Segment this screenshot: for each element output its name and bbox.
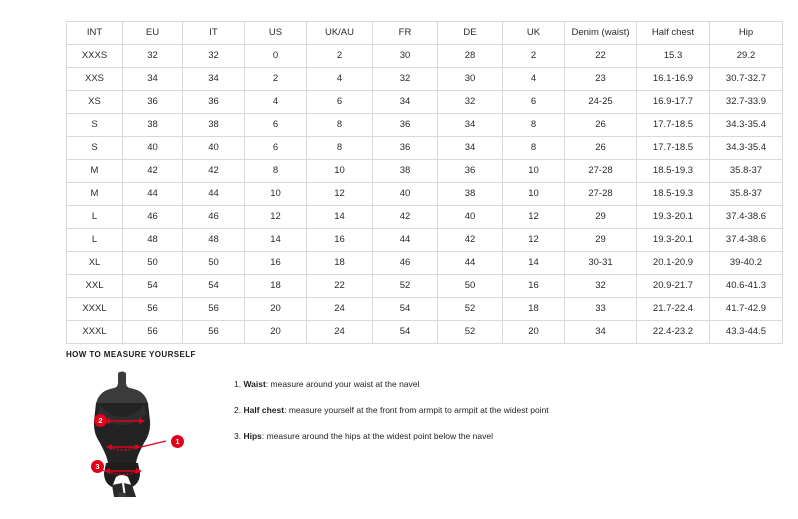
cell-it: 40 <box>183 137 245 160</box>
cell-uk: 10 <box>503 160 565 183</box>
cell-fr: 36 <box>373 137 438 160</box>
cell-us: 0 <box>245 45 307 68</box>
cell-us: 18 <box>245 275 307 298</box>
instruction-number: 1. <box>234 379 242 389</box>
cell-uk: 12 <box>503 229 565 252</box>
how-to-measure-title: HOW TO MEASURE YOURSELF <box>66 350 196 359</box>
cell-hip: 39-40.2 <box>710 252 783 275</box>
cell-denim-waist: 22 <box>565 45 637 68</box>
cell-hip: 29.2 <box>710 45 783 68</box>
cell-eu: 50 <box>123 252 183 275</box>
column-header-uk: UK <box>503 22 565 45</box>
table-header-row <box>67 22 783 45</box>
cell-int: L <box>67 206 123 229</box>
cell-half-chest: 20.9-21.7 <box>637 275 710 298</box>
cell-eu: 40 <box>123 137 183 160</box>
cell-fr: 36 <box>373 114 438 137</box>
table-row <box>67 91 783 114</box>
cell-uk-au: 24 <box>307 321 373 344</box>
cell-denim-waist: 32 <box>565 275 637 298</box>
badge-waist: 1 <box>171 435 184 448</box>
cell-hip: 35.8-37 <box>710 183 783 206</box>
cell-uk-au: 4 <box>307 68 373 91</box>
instruction-number: 3. <box>234 431 242 441</box>
cell-uk: 18 <box>503 298 565 321</box>
cell-int: L <box>67 229 123 252</box>
cell-de: 44 <box>438 252 503 275</box>
instruction-term: Waist <box>243 379 266 389</box>
cell-half-chest: 16.1-16.9 <box>637 68 710 91</box>
cell-half-chest: 16.9-17.7 <box>637 91 710 114</box>
cell-de: 32 <box>438 91 503 114</box>
table-row <box>67 321 783 344</box>
mannequin-figure-icon <box>66 367 186 497</box>
cell-uk-au: 8 <box>307 137 373 160</box>
cell-de: 42 <box>438 229 503 252</box>
cell-eu: 46 <box>123 206 183 229</box>
cell-int: XL <box>67 252 123 275</box>
column-header-fr: FR <box>373 22 438 45</box>
cell-denim-waist: 27-28 <box>565 160 637 183</box>
cell-int: S <box>67 114 123 137</box>
cell-int: XXXL <box>67 298 123 321</box>
cell-fr: 40 <box>373 183 438 206</box>
cell-fr: 46 <box>373 252 438 275</box>
cell-eu: 56 <box>123 298 183 321</box>
cell-uk-au: 14 <box>307 206 373 229</box>
cell-it: 50 <box>183 252 245 275</box>
cell-int: XXXL <box>67 321 123 344</box>
instruction-term: Half chest <box>243 405 285 415</box>
cell-uk-au: 2 <box>307 45 373 68</box>
cell-uk: 2 <box>503 45 565 68</box>
column-header-it: IT <box>183 22 245 45</box>
cell-fr: 30 <box>373 45 438 68</box>
cell-fr: 38 <box>373 160 438 183</box>
instruction-text: : measure around the hips at the widest point below the navel <box>261 431 493 441</box>
cell-fr: 34 <box>373 91 438 114</box>
cell-eu: 38 <box>123 114 183 137</box>
cell-half-chest: 17.7-18.5 <box>637 114 710 137</box>
column-header-uk-au: UK/AU <box>307 22 373 45</box>
cell-hip: 43.3-44.5 <box>710 321 783 344</box>
cell-denim-waist: 30-31 <box>565 252 637 275</box>
cell-us: 6 <box>245 137 307 160</box>
cell-int: M <box>67 160 123 183</box>
list-item <box>234 403 549 417</box>
cell-hip: 35.8-37 <box>710 160 783 183</box>
column-header-denim-waist: Denim (waist) <box>565 22 637 45</box>
cell-hip: 32.7-33.9 <box>710 91 783 114</box>
cell-uk-au: 18 <box>307 252 373 275</box>
cell-hip: 34.3-35.4 <box>710 137 783 160</box>
cell-int: XXL <box>67 275 123 298</box>
instruction-text: : measure around your waist at the navel <box>265 379 420 389</box>
cell-us: 10 <box>245 183 307 206</box>
cell-de: 30 <box>438 68 503 91</box>
cell-us: 12 <box>245 206 307 229</box>
cell-it: 54 <box>183 275 245 298</box>
cell-eu: 44 <box>123 183 183 206</box>
cell-uk-au: 12 <box>307 183 373 206</box>
cell-half-chest: 19.3-20.1 <box>637 229 710 252</box>
cell-uk: 6 <box>503 91 565 114</box>
cell-uk: 4 <box>503 68 565 91</box>
cell-hip: 37.4-38.6 <box>710 206 783 229</box>
table-row <box>67 114 783 137</box>
cell-half-chest: 18.5-19.3 <box>637 183 710 206</box>
how-to-measure-section <box>66 350 746 497</box>
cell-it: 46 <box>183 206 245 229</box>
cell-half-chest: 18.5-19.3 <box>637 160 710 183</box>
cell-de: 52 <box>438 321 503 344</box>
cell-fr: 42 <box>373 206 438 229</box>
measurement-instructions-list <box>234 367 549 455</box>
cell-half-chest: 22.4-23.2 <box>637 321 710 344</box>
badge-hips: 3 <box>91 460 104 473</box>
cell-de: 34 <box>438 114 503 137</box>
cell-it: 42 <box>183 160 245 183</box>
cell-half-chest: 15.3 <box>637 45 710 68</box>
cell-int: XS <box>67 91 123 114</box>
cell-uk: 20 <box>503 321 565 344</box>
cell-denim-waist: 33 <box>565 298 637 321</box>
column-header-eu: EU <box>123 22 183 45</box>
cell-de: 34 <box>438 137 503 160</box>
cell-hip: 37.4-38.6 <box>710 229 783 252</box>
table-row <box>67 252 783 275</box>
column-header-de: DE <box>438 22 503 45</box>
cell-uk: 8 <box>503 137 565 160</box>
list-item <box>234 377 549 391</box>
cell-us: 20 <box>245 321 307 344</box>
cell-de: 40 <box>438 206 503 229</box>
cell-us: 14 <box>245 229 307 252</box>
cell-uk: 14 <box>503 252 565 275</box>
cell-hip: 41.7-42.9 <box>710 298 783 321</box>
cell-hip: 34.3-35.4 <box>710 114 783 137</box>
cell-it: 56 <box>183 321 245 344</box>
cell-fr: 54 <box>373 321 438 344</box>
cell-int: XXS <box>67 68 123 91</box>
cell-uk-au: 6 <box>307 91 373 114</box>
cell-denim-waist: 29 <box>565 206 637 229</box>
cell-half-chest: 17.7-18.5 <box>637 137 710 160</box>
cell-us: 4 <box>245 91 307 114</box>
badge-half-chest: 2 <box>94 414 107 427</box>
cell-int: S <box>67 137 123 160</box>
table-row <box>67 183 783 206</box>
cell-it: 34 <box>183 68 245 91</box>
column-header-half-chest: Half chest <box>637 22 710 45</box>
cell-uk: 12 <box>503 206 565 229</box>
table-row <box>67 160 783 183</box>
cell-uk: 8 <box>503 114 565 137</box>
cell-denim-waist: 27-28 <box>565 183 637 206</box>
cell-uk-au: 10 <box>307 160 373 183</box>
cell-int: M <box>67 183 123 206</box>
cell-us: 20 <box>245 298 307 321</box>
cell-uk: 16 <box>503 275 565 298</box>
instruction-text: : measure yourself at the front from armpit to armpit at the widest point <box>284 405 549 415</box>
cell-denim-waist: 26 <box>565 114 637 137</box>
cell-it: 36 <box>183 91 245 114</box>
size-chart-table <box>66 21 783 344</box>
how-to-measure-body <box>66 367 746 497</box>
cell-eu: 32 <box>123 45 183 68</box>
cell-hip: 30.7-32.7 <box>710 68 783 91</box>
cell-it: 38 <box>183 114 245 137</box>
cell-eu: 34 <box>123 68 183 91</box>
table-row <box>67 68 783 91</box>
column-header-hip: Hip <box>710 22 783 45</box>
cell-half-chest: 19.3-20.1 <box>637 206 710 229</box>
cell-fr: 52 <box>373 275 438 298</box>
cell-hip: 40.6-41.3 <box>710 275 783 298</box>
cell-uk-au: 16 <box>307 229 373 252</box>
column-header-int: INT <box>67 22 123 45</box>
table-row <box>67 229 783 252</box>
cell-it: 44 <box>183 183 245 206</box>
cell-uk: 10 <box>503 183 565 206</box>
table-row <box>67 298 783 321</box>
cell-eu: 48 <box>123 229 183 252</box>
cell-us: 16 <box>245 252 307 275</box>
cell-de: 52 <box>438 298 503 321</box>
cell-fr: 54 <box>373 298 438 321</box>
cell-de: 28 <box>438 45 503 68</box>
instruction-term: Hips <box>243 431 262 441</box>
cell-it: 56 <box>183 298 245 321</box>
cell-us: 6 <box>245 114 307 137</box>
cell-it: 48 <box>183 229 245 252</box>
column-header-us: US <box>245 22 307 45</box>
cell-uk-au: 24 <box>307 298 373 321</box>
size-chart-container <box>66 21 767 344</box>
cell-fr: 32 <box>373 68 438 91</box>
table-row <box>67 206 783 229</box>
cell-eu: 42 <box>123 160 183 183</box>
cell-de: 50 <box>438 275 503 298</box>
cell-eu: 56 <box>123 321 183 344</box>
cell-int: XXXS <box>67 45 123 68</box>
cell-denim-waist: 34 <box>565 321 637 344</box>
cell-denim-waist: 26 <box>565 137 637 160</box>
table-row <box>67 45 783 68</box>
cell-uk-au: 8 <box>307 114 373 137</box>
cell-us: 8 <box>245 160 307 183</box>
mannequin-illustration <box>66 367 186 497</box>
cell-half-chest: 21.7-22.4 <box>637 298 710 321</box>
list-item <box>234 429 549 443</box>
cell-de: 38 <box>438 183 503 206</box>
cell-eu: 54 <box>123 275 183 298</box>
cell-half-chest: 20.1-20.9 <box>637 252 710 275</box>
cell-it: 32 <box>183 45 245 68</box>
instruction-number: 2. <box>234 405 242 415</box>
cell-eu: 36 <box>123 91 183 114</box>
cell-fr: 44 <box>373 229 438 252</box>
cell-us: 2 <box>245 68 307 91</box>
cell-uk-au: 22 <box>307 275 373 298</box>
cell-denim-waist: 29 <box>565 229 637 252</box>
table-row <box>67 137 783 160</box>
cell-denim-waist: 23 <box>565 68 637 91</box>
cell-denim-waist: 24-25 <box>565 91 637 114</box>
table-row <box>67 275 783 298</box>
cell-de: 36 <box>438 160 503 183</box>
